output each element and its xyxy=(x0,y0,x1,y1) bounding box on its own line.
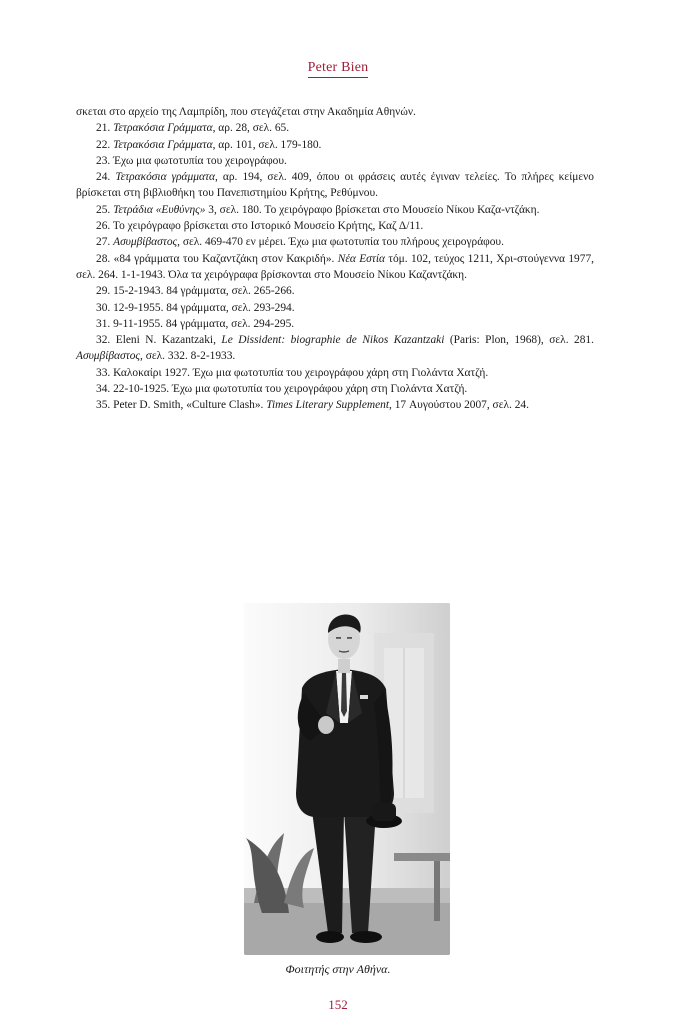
note-27: 27. Ασυμβίβαστος, σελ. 469-470 εν μέρει. Έχω μια φωτοτυπία του πλήρους χειρογράφου. xyxy=(96,236,504,249)
student-portrait-image xyxy=(244,603,450,955)
note-21: 21. Τετρακόσια Γράμματα, αρ. 28, σελ. 65. xyxy=(96,122,290,135)
note-24: 24. Τετρακόσια γράμματα, αρ. 194, σελ. 409, όπου οι φράσεις αυτές έγιναν τελείες. Το πλήρες κείμενο βρίσκεται στη βιβλιοθήκη του Πανεπιστημίου Κρήτης, Ρεθύμνου. xyxy=(76,171,594,200)
photo-caption: Φοιτητής στην Αθήνα. xyxy=(285,962,391,976)
note-31: 31. 9-11-1955. 84 γράμματα, σελ. 294-295. xyxy=(96,317,295,330)
note-29: 29. 15-2-1943. 84 γράμματα, σελ. 265-266. xyxy=(96,285,295,298)
running-head xyxy=(0,58,676,76)
portrait-photo xyxy=(244,603,450,955)
note-continuation: σκεται στο αρχείο της Λαμπρίδη, που στεγάζεται στην Ακαδημία Αθηνών. xyxy=(76,106,416,118)
note-22: 22. Τετρακόσια Γράμματα, αρ. 101, σελ. 179-180. xyxy=(96,138,322,151)
note-34: 34. 22-10-1925. Έχω μια φωτοτυπία του χειρογράφου χάρη στη Γιολάντα Χατζή. xyxy=(96,383,468,396)
note-33: 33. Καλοκαίρι 1927. Έχω μια φωτοτυπία του χειρογράφου χάρη στη Γιολάντα Χατζή. xyxy=(96,366,489,379)
endnotes xyxy=(76,104,594,414)
note-25: 25. Τετράδια «Ευθύνης» 3, σελ. 180. Το χειρόγραφο βρίσκεται στο Μουσείο Νίκου Καζα-ντζάκη. xyxy=(96,203,540,216)
note-28: 28. «84 γράμματα του Καζαντζάκη στον Κακριδή». Νέα Εστία τόμ. 102, τεύχος 1211, Χρι-στούγεννα 1977, σελ. 264. 1-1-1943. Όλα τα χειρόγραφα βρίσκονται στο Μουσείο Νίκου Καζαντζάκη. xyxy=(76,252,594,281)
running-head-author: Peter Bien xyxy=(308,60,369,78)
page-number: 152 xyxy=(328,997,348,1012)
note-30: 30. 12-9-1955. 84 γράμματα, σελ. 293-294. xyxy=(96,301,295,314)
note-26: 26. Το χειρόγραφο βρίσκεται στο Ιστορικό Μουσείο Κρήτης, Καζ Δ/11. xyxy=(96,220,424,233)
note-35: 35. Peter D. Smith, «Culture Clash». Times Literary Supplement, 17 Αυγούστου 2007, σελ. 24. xyxy=(96,399,529,412)
note-32: 32. Eleni N. Kazantzaki, Le Dissident: biographie de Nikos Kazantzaki (Paris: Plon, 1968), σελ. 281. Ασυμβίβαστος, σελ. 332. 8-2-1933. xyxy=(76,334,594,363)
note-23: 23. Έχω μια φωτοτυπία του χειρογράφου. xyxy=(96,154,287,167)
